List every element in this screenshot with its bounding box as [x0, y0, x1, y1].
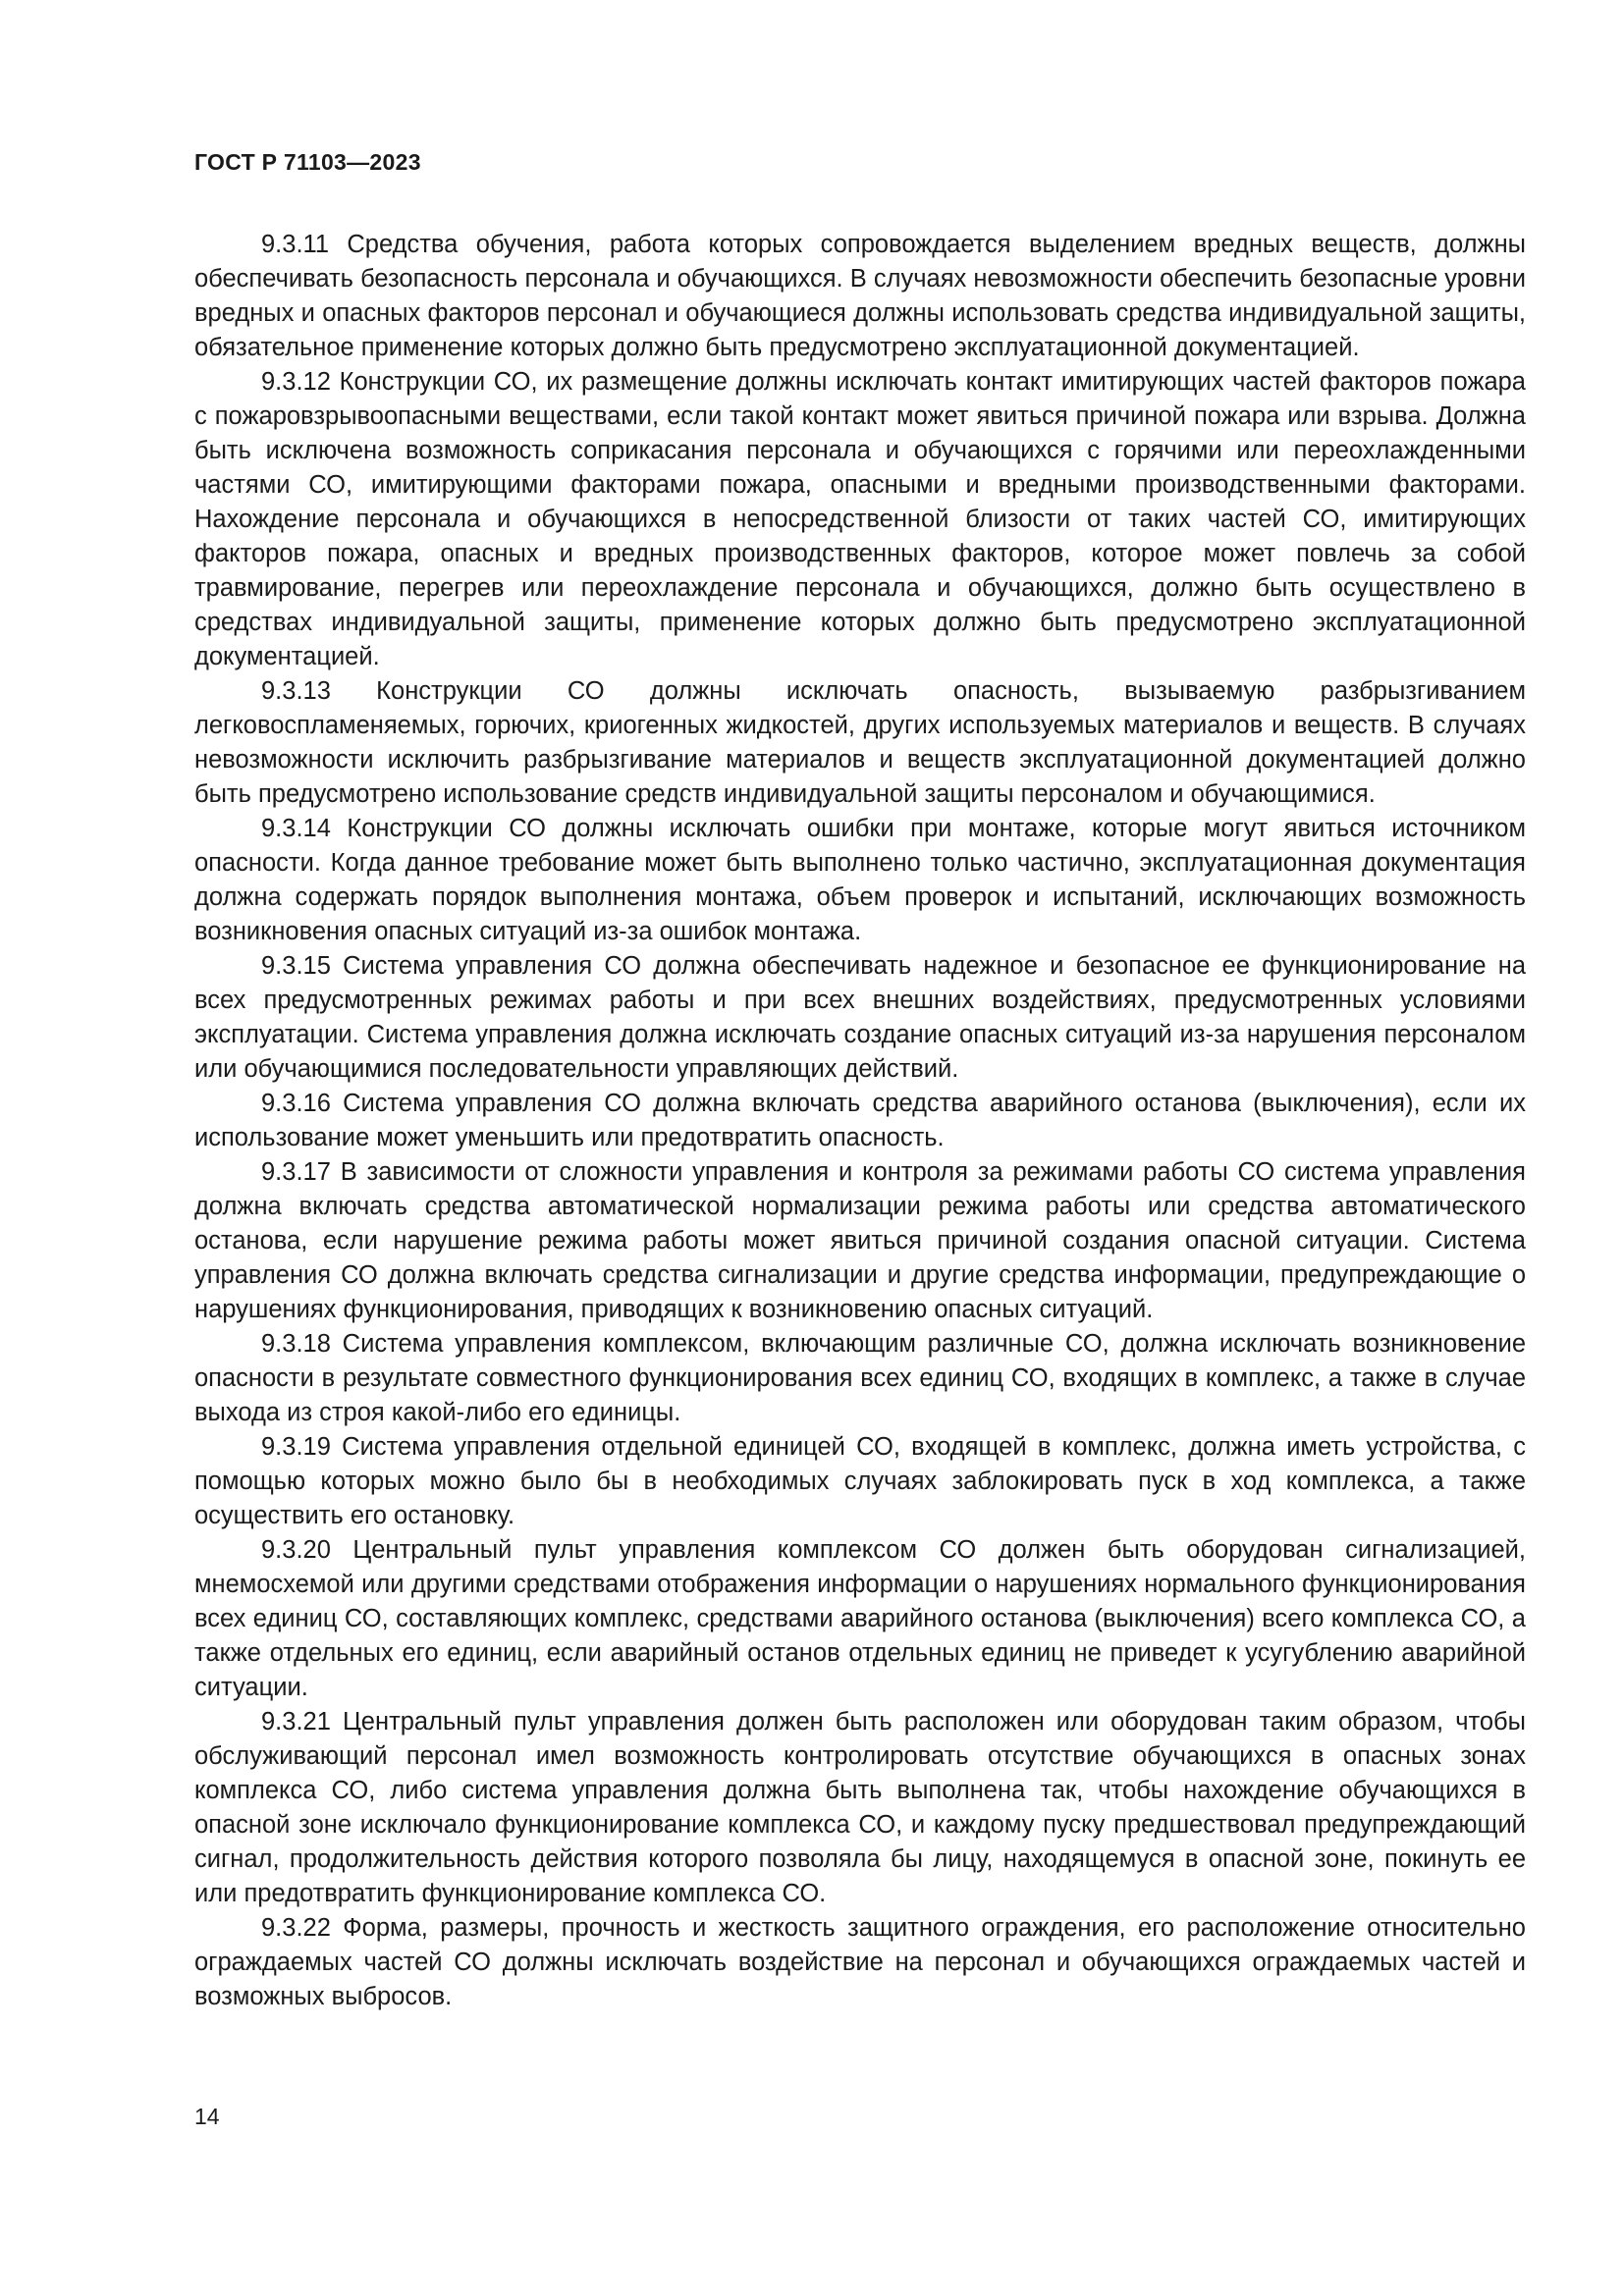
- paragraph-9-3-19: 9.3.19 Система управления отдельной единицей СО, входящей в комплекс, должна иметь устройства, с помощью которых можно было бы в необходимых случаях заблокировать пуск в ход комплекса, а также осуществить его остановку.: [194, 1433, 1526, 1529]
- document-header: ГОСТ Р 71103—2023: [194, 149, 421, 175]
- paragraph-9-3-13: 9.3.13 Конструкции СО должны исключать опасность, вызываемую разбрызгиванием легковоспламеняемых, горючих, криогенных жидкостей, других используемых материалов и веществ. В случаях невозможности исключить разбрызгивание материалов и веществ эксплуатационной документацией должно быть предусмотрено использование средств индивидуальной защиты персоналом и обучающимися.: [194, 677, 1526, 808]
- paragraph-9-3-16: 9.3.16 Система управления СО должна включать средства аварийного останова (выключения), если их использование может уменьшить или предотвратить опасность.: [194, 1090, 1526, 1151]
- paragraph-9-3-18: 9.3.18 Система управления комплексом, включающим различные СО, должна исключать возникновение опасности в результате совместного функционирования всех единиц СО, входящих в комплекс, а также в случае выхода из строя какой-либо его единицы.: [194, 1330, 1526, 1426]
- paragraph-9-3-17: 9.3.17 В зависимости от сложности управления и контроля за режимами работы СО система управления должна включать средства автоматической нормализации режима работы или средства автоматического останова, если нарушение режима работы может явиться причиной создания опасной ситуации. Система управления СО должна включать средства сигнализации и другие средства информации, предупреждающие о нарушениях функционирования, приводящих к возникновению опасных ситуаций.: [194, 1158, 1526, 1323]
- page-number: 14: [194, 2104, 220, 2129]
- paragraph-9-3-12: 9.3.12 Конструкции СО, их размещение должны исключать контакт имитирующих частей факторов пожара с пожаровзрывоопасными веществами, если такой контакт может явиться причиной пожара или взрыва. Должна быть исключена возможность соприкасания персонала и обучающихся с горячими или переохлажденными частями СО, имитирующими факторами пожара, опасными и вредными производственными факторами. Нахождение персонала и обучающихся в непосредственной близости от таких частей СО, имитирующих факторов пожара, опасных и вредных производственных факторов, которое может повлечь за собой травмирование, перегрев или переохлаждение персонала и обучающихся, должно быть осуществлено в средствах индивидуальной защиты, применение которых должно быть предусмотрено эксплуатационной документацией.: [194, 368, 1526, 670]
- paragraph-9-3-22: 9.3.22 Форма, размеры, прочность и жесткость защитного ограждения, его расположение относительно ограждаемых частей СО должны исключать воздействие на персонал и обучающихся ограждаемых частей и возможных выбросов.: [194, 1914, 1526, 2010]
- paragraph-9-3-14: 9.3.14 Конструкции СО должны исключать ошибки при монтаже, которые могут явиться источником опасности. Когда данное требование может быть выполнено только частично, эксплуатационная документация должна содержать порядок выполнения монтажа, объем проверок и испытаний, исключающих возможность возникновения опасных ситуаций из-за ошибок монтажа.: [194, 815, 1526, 945]
- paragraph-9-3-15: 9.3.15 Система управления СО должна обеспечивать надежное и безопасное ее функционирование на всех предусмотренных режимах работы и при всех внешних воздействиях, предусмотренных условиями эксплуатации. Система управления должна исключать создание опасных ситуаций из-за нарушения персоналом или обучающимися последовательности управляющих действий.: [194, 952, 1526, 1083]
- document-body: [194, 228, 1526, 2014]
- paragraph-9-3-21: 9.3.21 Центральный пульт управления должен быть расположен или оборудован таким образом, чтобы обслуживающий персонал имел возможность контролировать отсутствие обучающихся в опасных зонах комплекса СО, либо система управления должна быть выполнена так, чтобы нахождение обучающихся в опасной зоне исключало функционирование комплекса СО, и каждому пуску предшествовал предупреждающий сигнал, продолжительность действия которого позволяла бы лицу, находящемуся в опасной зоне, покинуть ее или предотвратить функционирование комплекса СО.: [194, 1708, 1526, 1907]
- paragraph-9-3-11: 9.3.11 Средства обучения, работа которых сопровождается выделением вредных веществ, должны обеспечивать безопасность персонала и обучающихся. В случаях невозможности обеспечить безопасные уровни вредных и опасных факторов персонал и обучающиеся должны использовать средства индивидуальной защиты, обязательное применение которых должно быть предусмотрено эксплуатационной документацией.: [194, 231, 1526, 361]
- paragraph-9-3-20: 9.3.20 Центральный пульт управления комплексом СО должен быть оборудован сигнализацией, мнемосхемой или другими средствами отображения информации о нарушениях нормального функционирования всех единиц СО, составляющих комплекс, средствами аварийного останова (выключения) всего комплекса СО, а также отдельных его единиц, если аварийный останов отдельных единиц не приведет к усугублению аварийной ситуации.: [194, 1536, 1526, 1701]
